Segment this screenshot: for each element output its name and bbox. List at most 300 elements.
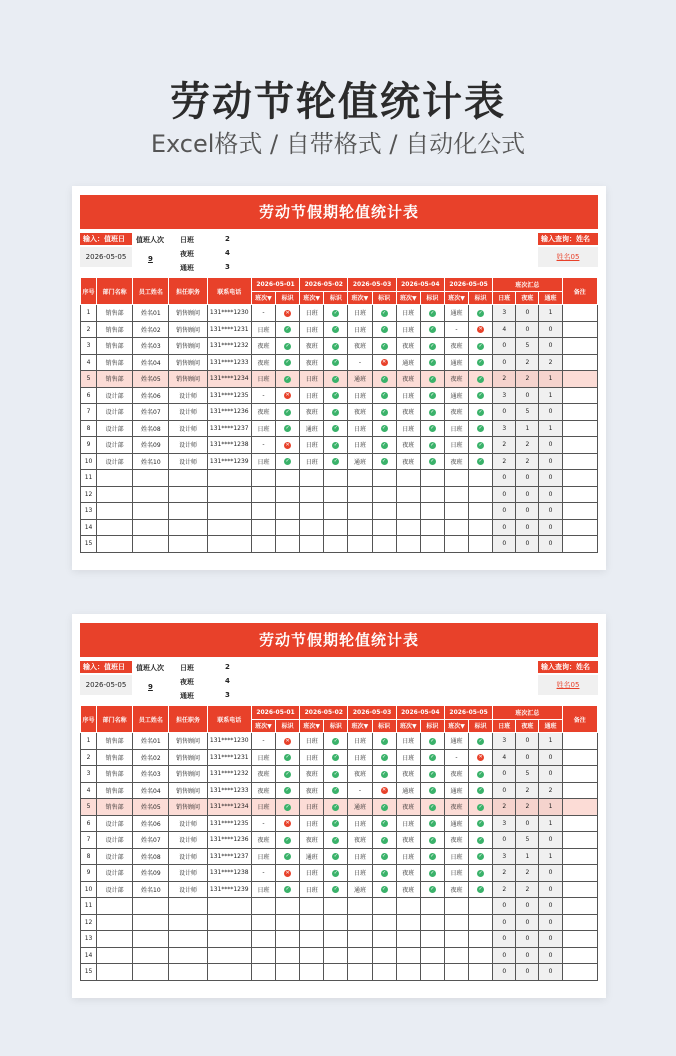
cell-sum: 0 <box>516 503 539 520</box>
cell-shift[interactable]: 日班 <box>396 305 420 322</box>
cell-shift[interactable]: 日班 <box>300 881 324 898</box>
cell-shift[interactable]: 通班 <box>348 371 372 388</box>
cell-shift[interactable]: 日班 <box>300 371 324 388</box>
cell-shift[interactable]: 日班 <box>396 733 420 750</box>
cell-empty[interactable] <box>444 503 468 520</box>
cell-shift[interactable]: - <box>348 354 372 371</box>
cell-empty[interactable] <box>420 947 444 964</box>
cell-shift[interactable]: - <box>348 782 372 799</box>
date-input-field[interactable]: 2026-05-05 <box>80 247 132 267</box>
cell-shift[interactable]: 夜班 <box>396 338 420 355</box>
cell-shift[interactable]: 夜班 <box>396 799 420 816</box>
cell-empty[interactable] <box>348 931 372 948</box>
cell-empty[interactable] <box>469 964 493 981</box>
cell-remark[interactable] <box>562 749 597 766</box>
cell-shift[interactable]: 通班 <box>348 881 372 898</box>
cell-shift[interactable]: 夜班 <box>396 371 420 388</box>
cell-shift[interactable]: 日班 <box>251 371 275 388</box>
cell-empty[interactable] <box>276 898 300 915</box>
cell-empty[interactable] <box>324 964 348 981</box>
cell-empty[interactable] <box>300 898 324 915</box>
cell-shift[interactable]: 日班 <box>396 749 420 766</box>
cell-empty[interactable] <box>97 470 133 487</box>
cell-remark[interactable] <box>562 387 597 404</box>
cell-remark[interactable] <box>562 881 597 898</box>
cell-remark[interactable] <box>562 503 597 520</box>
cell-empty[interactable] <box>251 503 275 520</box>
cell-shift[interactable]: 夜班 <box>444 832 468 849</box>
cell-empty[interactable] <box>133 964 169 981</box>
cell-empty[interactable] <box>169 519 207 536</box>
cell-shift[interactable]: 夜班 <box>396 437 420 454</box>
cell-empty[interactable] <box>133 947 169 964</box>
cell-shift[interactable]: 日班 <box>300 321 324 338</box>
cell-empty[interactable] <box>207 964 251 981</box>
cell-empty[interactable] <box>169 470 207 487</box>
cell-shift[interactable]: 夜班 <box>300 354 324 371</box>
cell-empty[interactable] <box>276 964 300 981</box>
header-shift-dropdown[interactable]: 班次▼ <box>396 719 420 733</box>
cell-empty[interactable] <box>469 519 493 536</box>
cell-empty[interactable] <box>444 898 468 915</box>
cell-remark[interactable] <box>562 733 597 750</box>
cell-shift[interactable]: 通班 <box>444 782 468 799</box>
cell-empty[interactable] <box>324 519 348 536</box>
cell-empty[interactable] <box>324 536 348 553</box>
check-icon: ✓ <box>478 375 483 382</box>
cell-remark[interactable] <box>562 404 597 421</box>
cell-shift[interactable]: 日班 <box>300 453 324 470</box>
cell-shift[interactable]: 日班 <box>251 848 275 865</box>
cell-remark[interactable] <box>562 914 597 931</box>
cell-empty[interactable] <box>300 503 324 520</box>
cell-remark[interactable] <box>562 354 597 371</box>
cell-shift[interactable]: 日班 <box>444 437 468 454</box>
cell-empty[interactable] <box>444 947 468 964</box>
cell-empty[interactable] <box>348 503 372 520</box>
cell-shift[interactable]: - <box>251 305 275 322</box>
cell-shift[interactable]: 日班 <box>251 799 275 816</box>
cell-shift[interactable]: 日班 <box>348 305 372 322</box>
cell-remark[interactable] <box>562 536 597 553</box>
cell-shift[interactable]: 通班 <box>396 782 420 799</box>
header-shift-dropdown[interactable]: 班次▼ <box>300 291 324 305</box>
cell-empty[interactable] <box>444 519 468 536</box>
cell-shift[interactable]: 夜班 <box>396 832 420 849</box>
cell-empty[interactable] <box>324 503 348 520</box>
cell-shift[interactable]: 夜班 <box>251 404 275 421</box>
cell-empty[interactable] <box>97 519 133 536</box>
cell-empty[interactable] <box>276 914 300 931</box>
cell-empty[interactable] <box>372 914 396 931</box>
cell-empty[interactable] <box>469 536 493 553</box>
cell-remark[interactable] <box>562 420 597 437</box>
cell-empty[interactable] <box>396 486 420 503</box>
cell-shift[interactable]: 日班 <box>396 848 420 865</box>
cell-shift[interactable]: 日班 <box>444 420 468 437</box>
cell-empty[interactable] <box>420 536 444 553</box>
cell-empty[interactable] <box>207 931 251 948</box>
header-shift-dropdown[interactable]: 班次▼ <box>348 719 372 733</box>
cell-shift[interactable]: 夜班 <box>396 865 420 882</box>
cell-empty[interactable] <box>324 931 348 948</box>
cell-shift[interactable]: 夜班 <box>251 338 275 355</box>
check-icon: ✓ <box>333 375 338 382</box>
cell-empty[interactable] <box>97 947 133 964</box>
cell-empty[interactable] <box>348 898 372 915</box>
cell-shift[interactable]: 通班 <box>444 815 468 832</box>
cell-empty[interactable] <box>444 470 468 487</box>
cell-shift[interactable]: 日班 <box>348 437 372 454</box>
cell-shift[interactable]: 夜班 <box>300 766 324 783</box>
shift-label-day: 日班 <box>180 236 194 244</box>
cell-empty[interactable] <box>396 470 420 487</box>
cell-empty[interactable] <box>396 947 420 964</box>
cell-shift[interactable]: 夜班 <box>444 404 468 421</box>
cell-empty[interactable] <box>324 947 348 964</box>
cell-empty[interactable] <box>469 931 493 948</box>
cell-empty[interactable] <box>372 503 396 520</box>
cell-shift[interactable]: 日班 <box>300 437 324 454</box>
cell-empty[interactable] <box>444 536 468 553</box>
cell-empty[interactable] <box>133 914 169 931</box>
cell-shift[interactable]: 夜班 <box>251 832 275 849</box>
cell-shift[interactable]: 日班 <box>300 387 324 404</box>
cell-empty[interactable] <box>324 914 348 931</box>
cell-shift[interactable]: 通班 <box>444 387 468 404</box>
cell-empty[interactable] <box>469 914 493 931</box>
cell-shift[interactable]: 日班 <box>444 865 468 882</box>
cell-empty[interactable] <box>276 519 300 536</box>
cell-shift[interactable]: 日班 <box>300 815 324 832</box>
cell-shift[interactable]: 夜班 <box>348 766 372 783</box>
cell-shift[interactable]: 夜班 <box>300 338 324 355</box>
cell-shift[interactable]: - <box>251 387 275 404</box>
cell-shift[interactable]: 通班 <box>348 799 372 816</box>
cell-shift[interactable]: 夜班 <box>348 338 372 355</box>
cell-empty[interactable] <box>324 898 348 915</box>
cell-empty[interactable] <box>276 536 300 553</box>
cell-empty[interactable] <box>276 503 300 520</box>
cell-remark[interactable] <box>562 470 597 487</box>
cell-empty[interactable] <box>348 486 372 503</box>
cell-empty[interactable] <box>251 536 275 553</box>
cell-empty[interactable] <box>207 470 251 487</box>
cell-empty[interactable] <box>276 486 300 503</box>
header-shift-dropdown[interactable]: 班次▼ <box>348 291 372 305</box>
cell-empty[interactable] <box>276 947 300 964</box>
cell-sum: 1 <box>539 387 562 404</box>
cell-shift[interactable]: 夜班 <box>251 354 275 371</box>
cell-empty[interactable] <box>372 947 396 964</box>
cell-shift[interactable]: 夜班 <box>444 881 468 898</box>
cell-shift[interactable]: 日班 <box>348 815 372 832</box>
cell-empty[interactable] <box>251 931 275 948</box>
cell-empty[interactable] <box>133 486 169 503</box>
query-input-field[interactable]: 姓名05 <box>538 247 598 267</box>
cell-empty[interactable] <box>276 470 300 487</box>
cell-empty[interactable] <box>169 931 207 948</box>
cell-remark[interactable] <box>562 453 597 470</box>
cell-empty[interactable] <box>444 914 468 931</box>
cell-shift[interactable]: 日班 <box>348 321 372 338</box>
cell-empty[interactable] <box>348 947 372 964</box>
cell-shift[interactable]: 通班 <box>300 420 324 437</box>
cell-shift[interactable]: 通班 <box>444 354 468 371</box>
cell-shift[interactable]: - <box>444 749 468 766</box>
cell-empty[interactable] <box>372 964 396 981</box>
cell-empty[interactable] <box>300 914 324 931</box>
cell-shift[interactable]: 日班 <box>396 387 420 404</box>
cell-empty[interactable] <box>300 486 324 503</box>
cell-shift[interactable]: 日班 <box>444 848 468 865</box>
cell-empty[interactable] <box>300 536 324 553</box>
cell-shift[interactable]: 夜班 <box>444 799 468 816</box>
cell-empty[interactable] <box>300 947 324 964</box>
cell-empty[interactable] <box>251 898 275 915</box>
cell-empty[interactable] <box>169 503 207 520</box>
cell-mark <box>276 338 300 355</box>
cell-empty[interactable] <box>372 486 396 503</box>
cell-remark[interactable] <box>562 865 597 882</box>
cell-shift[interactable]: 通班 <box>444 733 468 750</box>
cell-empty[interactable] <box>420 486 444 503</box>
cell-shift[interactable]: - <box>251 865 275 882</box>
cell-empty[interactable] <box>133 931 169 948</box>
cell-empty[interactable] <box>444 931 468 948</box>
cell-empty[interactable] <box>444 964 468 981</box>
cell-empty[interactable] <box>251 964 275 981</box>
cell-name: 姓名01 <box>133 733 169 750</box>
cell-shift[interactable]: - <box>251 437 275 454</box>
cell-remark[interactable] <box>562 782 597 799</box>
cell-remark[interactable] <box>562 815 597 832</box>
cell-empty[interactable] <box>372 536 396 553</box>
cell-empty[interactable] <box>169 964 207 981</box>
date-input-field[interactable]: 2026-05-05 <box>80 675 132 695</box>
cell-empty[interactable] <box>396 931 420 948</box>
cell-empty[interactable] <box>97 503 133 520</box>
header-shift-dropdown[interactable]: 班次▼ <box>300 719 324 733</box>
cell-empty[interactable] <box>469 898 493 915</box>
cell-empty[interactable] <box>133 536 169 553</box>
cell-shift[interactable]: 日班 <box>396 815 420 832</box>
cell-shift[interactable]: 日班 <box>251 749 275 766</box>
header-shift-dropdown[interactable]: 班次▼ <box>251 291 275 305</box>
cell-empty[interactable] <box>469 486 493 503</box>
cell-shift[interactable]: 日班 <box>300 799 324 816</box>
cell-empty[interactable] <box>324 470 348 487</box>
cell-shift[interactable]: 日班 <box>348 749 372 766</box>
cell-empty[interactable] <box>469 947 493 964</box>
cell-empty[interactable] <box>251 470 275 487</box>
cell-shift[interactable]: 夜班 <box>251 782 275 799</box>
cell-shift[interactable]: 夜班 <box>396 453 420 470</box>
header-shift-dropdown[interactable]: 班次▼ <box>444 291 468 305</box>
cell-empty[interactable] <box>396 964 420 981</box>
cell-empty[interactable] <box>348 964 372 981</box>
cell-empty[interactable] <box>207 503 251 520</box>
cell-remark[interactable] <box>562 305 597 322</box>
cell-shift[interactable]: 通班 <box>396 354 420 371</box>
cell-shift[interactable]: 夜班 <box>348 832 372 849</box>
cell-shift[interactable]: 日班 <box>300 749 324 766</box>
cell-empty[interactable] <box>207 486 251 503</box>
cell-shift[interactable]: 夜班 <box>300 832 324 849</box>
cell-empty[interactable] <box>420 898 444 915</box>
cell-empty[interactable] <box>469 503 493 520</box>
cell-empty[interactable] <box>207 947 251 964</box>
cell-remark[interactable] <box>562 371 597 388</box>
cell-shift[interactable]: 通班 <box>300 848 324 865</box>
cell-shift[interactable]: 日班 <box>251 453 275 470</box>
cell-shift[interactable]: - <box>251 733 275 750</box>
cell-remark[interactable] <box>562 321 597 338</box>
header-shift-dropdown[interactable]: 班次▼ <box>444 719 468 733</box>
cell-shift[interactable]: 夜班 <box>444 766 468 783</box>
cell-empty[interactable] <box>469 470 493 487</box>
cell-empty[interactable] <box>372 519 396 536</box>
cell-empty[interactable] <box>169 486 207 503</box>
cell-empty[interactable] <box>251 486 275 503</box>
table-row <box>81 503 598 520</box>
cell-empty[interactable] <box>372 931 396 948</box>
cell-shift[interactable]: 日班 <box>251 881 275 898</box>
cell-sum: 0 <box>539 519 562 536</box>
cell-empty[interactable] <box>169 947 207 964</box>
cell-empty[interactable] <box>420 931 444 948</box>
cell-empty[interactable] <box>133 898 169 915</box>
cell-empty[interactable] <box>420 964 444 981</box>
cell-shift[interactable]: 通班 <box>444 305 468 322</box>
cell-empty[interactable] <box>207 536 251 553</box>
cell-remark[interactable] <box>562 964 597 981</box>
cell-empty[interactable] <box>372 898 396 915</box>
cell-shift[interactable]: 夜班 <box>251 766 275 783</box>
cell-remark[interactable] <box>562 519 597 536</box>
cell-phone: 131****1234 <box>207 371 251 388</box>
cell-empty[interactable] <box>97 914 133 931</box>
cell-remark[interactable] <box>562 799 597 816</box>
cell-empty[interactable] <box>97 931 133 948</box>
cell-empty[interactable] <box>396 519 420 536</box>
cell-sum: 0 <box>539 881 562 898</box>
cell-shift[interactable]: 日班 <box>251 420 275 437</box>
cell-remark[interactable] <box>562 848 597 865</box>
cell-empty[interactable] <box>396 536 420 553</box>
cell-remark[interactable] <box>562 898 597 915</box>
cell-empty[interactable] <box>348 914 372 931</box>
cell-remark[interactable] <box>562 931 597 948</box>
cell-shift[interactable]: 日班 <box>348 387 372 404</box>
cell-no: 5 <box>81 371 97 388</box>
cell-shift[interactable]: 日班 <box>348 733 372 750</box>
cell-shift[interactable]: 日班 <box>396 321 420 338</box>
cell-empty[interactable] <box>133 519 169 536</box>
cell-empty[interactable] <box>169 914 207 931</box>
cell-shift[interactable]: - <box>444 321 468 338</box>
cell-shift[interactable]: 日班 <box>300 305 324 322</box>
cell-shift[interactable]: 日班 <box>300 865 324 882</box>
cell-shift[interactable]: 夜班 <box>444 338 468 355</box>
cell-remark[interactable] <box>562 486 597 503</box>
cell-empty[interactable] <box>420 470 444 487</box>
cell-empty[interactable] <box>348 519 372 536</box>
cell-empty[interactable] <box>396 914 420 931</box>
cell-empty[interactable] <box>420 914 444 931</box>
cell-empty[interactable] <box>276 931 300 948</box>
header-shift-dropdown[interactable]: 班次▼ <box>396 291 420 305</box>
cell-shift[interactable]: 日班 <box>396 420 420 437</box>
cell-shift[interactable]: 日班 <box>348 420 372 437</box>
cell-empty[interactable] <box>420 519 444 536</box>
cell-empty[interactable] <box>300 964 324 981</box>
cell-empty[interactable] <box>396 503 420 520</box>
cell-empty[interactable] <box>207 519 251 536</box>
cell-empty[interactable] <box>396 898 420 915</box>
cell-shift[interactable]: 日班 <box>348 848 372 865</box>
cell-remark[interactable] <box>562 338 597 355</box>
cell-empty[interactable] <box>97 486 133 503</box>
cell-shift[interactable]: 夜班 <box>444 371 468 388</box>
cell-empty[interactable] <box>169 536 207 553</box>
cell-empty[interactable] <box>97 964 133 981</box>
cell-shift[interactable]: 夜班 <box>444 453 468 470</box>
cell-empty[interactable] <box>251 947 275 964</box>
cell-empty[interactable] <box>300 519 324 536</box>
cell-empty[interactable] <box>251 519 275 536</box>
cell-remark[interactable] <box>562 437 597 454</box>
cell-empty[interactable] <box>444 486 468 503</box>
cell-empty[interactable] <box>133 503 169 520</box>
cell-remark[interactable] <box>562 766 597 783</box>
cell-empty[interactable] <box>324 486 348 503</box>
cell-shift[interactable]: - <box>251 815 275 832</box>
cell-empty[interactable] <box>97 536 133 553</box>
cell-shift[interactable]: 夜班 <box>396 404 420 421</box>
cell-empty[interactable] <box>97 898 133 915</box>
check-icon: ✓ <box>333 359 338 366</box>
cell-empty[interactable] <box>300 470 324 487</box>
cell-empty[interactable] <box>207 914 251 931</box>
cell-empty[interactable] <box>300 931 324 948</box>
cell-empty[interactable] <box>420 503 444 520</box>
cell-remark[interactable] <box>562 832 597 849</box>
cell-shift[interactable]: 夜班 <box>300 782 324 799</box>
cell-shift[interactable]: 夜班 <box>348 404 372 421</box>
header-date: 2026-05-05 <box>444 278 492 292</box>
check-icon: ✓ <box>382 326 387 333</box>
check-icon: ✓ <box>478 869 483 876</box>
query-input-field[interactable]: 姓名05 <box>538 675 598 695</box>
cell-shift[interactable]: 日班 <box>348 865 372 882</box>
cell-shift[interactable]: 日班 <box>300 733 324 750</box>
cell-empty[interactable] <box>372 470 396 487</box>
cell-empty[interactable] <box>207 898 251 915</box>
cell-shift[interactable]: 夜班 <box>396 881 420 898</box>
cell-shift[interactable]: 日班 <box>251 321 275 338</box>
cell-shift[interactable]: 通班 <box>348 453 372 470</box>
cell-empty[interactable] <box>133 470 169 487</box>
cell-remark[interactable] <box>562 947 597 964</box>
header-shift-dropdown[interactable]: 班次▼ <box>251 719 275 733</box>
cell-empty[interactable] <box>169 898 207 915</box>
cell-empty[interactable] <box>348 470 372 487</box>
cell-empty[interactable] <box>348 536 372 553</box>
cell-empty[interactable] <box>251 914 275 931</box>
cell-shift[interactable]: 夜班 <box>396 766 420 783</box>
cell-shift[interactable]: 夜班 <box>300 404 324 421</box>
